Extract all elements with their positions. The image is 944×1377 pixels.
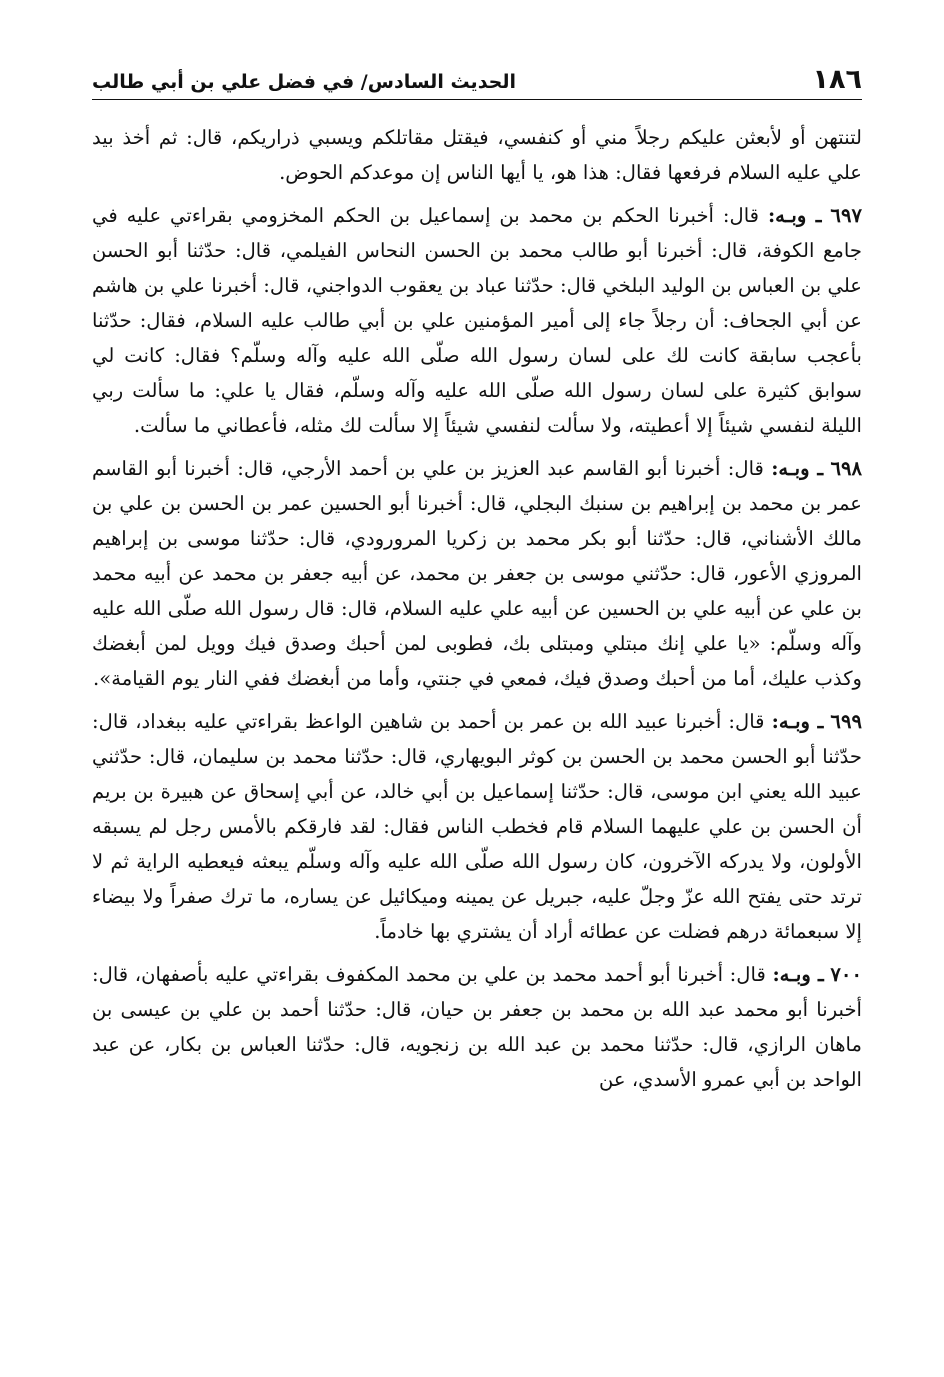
hadith-lead: ـ وبـه:	[772, 963, 824, 986]
hadith-number: ٦٩٨	[830, 457, 863, 480]
paragraph-text: قال: أخبرنا الحكم بن محمد بن إسماعيل بن الحكم المخزومي بقراءتي عليه في جامع الكوفة، قال: أخبرنا أبو طالب محمد بن الحسن النحاس الفيلمي، قال: حدّثنا أبو الحسن علي بن العباس بن الوليد البلخي قال: حدّثنا عباد بن يعقوب الدواجني، قال: أخبرنا علي بن هاشم عن أبي الجحاف: أن رجلاً جاء إلى أمير المؤمنين علي بن أبي طالب عليه السلام، فقال: حدّثنا بأعجب سابقة كانت لك على لسان رسول الله صلّى الله عليه وآله وسلّم؟ فقال: كانت لي سوابق كثيرة على لسان رسول الله صلّى الله عليه وآله وسلّم، فقال يا علي: ما سألت ربي الليلة لنفسي شيئاً إلا أعطيته، ولا سألت لنفسي شيئاً إلا سألت لك مثله، فأعطاني ما سألت.	[92, 204, 862, 437]
paragraph-continuation	[92, 120, 862, 190]
hadith-lead: ـ وبـه:	[771, 457, 824, 480]
hadith-699	[92, 704, 862, 949]
page-number: ١٨٦	[812, 64, 862, 95]
paragraph-text: قال: أخبرنا أبو أحمد محمد بن علي بن محمد المكفوف بقراءتي عليه بأصفهان، قال: أخبرنا أبو محمد عبد الله بن محمد بن جعفر بن حيان، قال: حدّثنا أحمد بن علي بن عيسى بن ماهان الرازي، قال: حدّثنا محمد بن عبد الله بن زنجويه، قال: حدّثنا العباس بن بكار، عن عبد الواحد بن أبي عمرو الأسدي، عن	[92, 963, 862, 1091]
paragraph-text: قال: أخبرنا أبو القاسم عبد العزيز بن علي بن أحمد الأرجي، قال: أخبرنا أبو القاسم عمر بن محمد بن إبراهيم بن سنبك البجلي، قال: أخبرنا أبو الحسين عمر بن الحسن بن علي بن مالك الأشناني، قال: حدّثنا أبو بكر محمد بن زكريا المرورودي، قال: حدّثنا موسى بن إبراهيم المروزي الأعور، قال: حدّثني موسى بن جعفر بن محمد، عن أبيه جعفر بن محمد عن أبيه محمد بن علي عن أبيه علي بن الحسين عن أبيه علي عليه السلام، قال: قال رسول الله صلّى الله عليه وآله وسلّم: «يا علي إنك مبتلي ومبتلى بك، فطوبى لمن أحبك وصدق فيك وويل لمن أبغضك وكذب عليك، أما من أحبك وصدق فيك، فمعي في جنتي، وأما من أبغضك ففي النار يوم القيامة».	[92, 457, 862, 690]
book-page	[92, 58, 862, 1358]
hadith-lead: ـ وبـه:	[767, 204, 822, 227]
hadith-700	[92, 957, 862, 1097]
page-body	[92, 120, 862, 1097]
hadith-number: ٧٠٠	[830, 963, 862, 986]
paragraph-text: قال: أخبرنا عبيد الله بن عمر بن أحمد بن شاهين الواعظ بقراءتي عليه ببغداد، قال: حدّثنا أبو الحسن محمد بن الحسن بن كوثر البويهاري، قال: حدّثنا محمد بن سليمان، قال: حدّثني عبيد الله يعني ابن موسى، قال: حدّثنا إسماعيل بن أبي خالد، عن أبي إسحاق عن هبيرة بن بريم أن الحسن بن علي عليهما السلام قام فخطب الناس فقال: لقد فارقكم بالأمس رجل لم يسبقه الأولون، ولا يدركه الآخرون، كان رسول الله صلّى الله عليه وآله وسلّم يبعثه فيعطيه الراية ثم لا ترتد حتى يفتح الله عزّ وجلّ عليه، جبريل عن يمينه وميكائيل عن يساره، ما ترك صفراً ولا بيضاء إلا سبعمائة درهم فضلت عن عطائه أراد أن يشتري بها خادماً.	[92, 710, 862, 943]
hadith-697	[92, 198, 862, 443]
hadith-number: ٦٩٩	[830, 710, 862, 733]
hadith-number: ٦٩٧	[830, 204, 862, 227]
paragraph-text: لتنتهن أو لأبعثن عليكم رجلاً مني أو كنفسي، فيقتل مقاتلكم ويسبي ذراريكم، قال: ثم أخذ بيد علي عليه السلام فرفعها فقال: هذا هو، يا أيها الناس إن موعدكم الحوض.	[92, 126, 862, 184]
hadith-698	[92, 451, 862, 696]
hadith-lead: ـ وبـه:	[771, 710, 824, 733]
running-title: الحديث السادس/ في فضل علي بن أبي طالب	[92, 71, 517, 93]
page-header	[92, 58, 862, 100]
